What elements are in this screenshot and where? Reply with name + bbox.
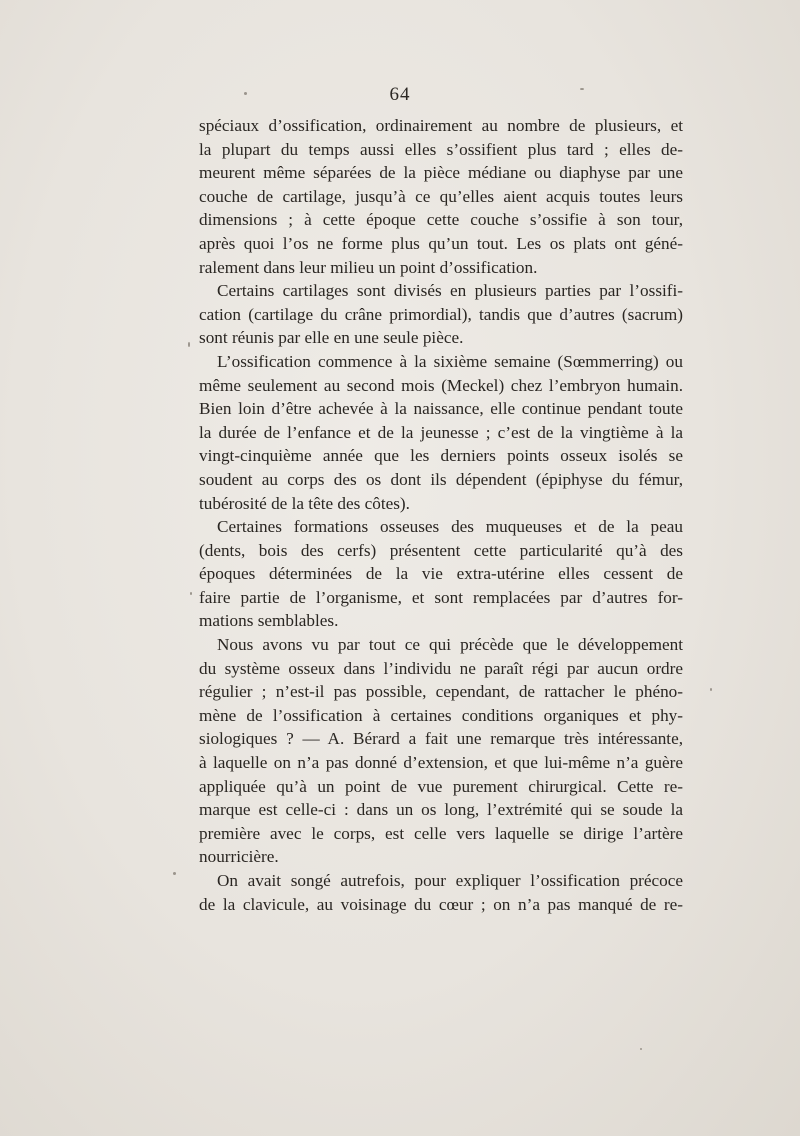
paper-speck xyxy=(580,88,584,90)
text-line: sont réunis par elle en une seule pièce. xyxy=(199,328,464,348)
text-line: mations semblables. xyxy=(199,611,339,631)
text-line: ralement dans leur milieu un point d’ossification. xyxy=(199,257,538,277)
paper-speck xyxy=(640,1048,642,1050)
paragraph xyxy=(199,350,683,515)
text-line: la durée de l’enfance et de la jeunesse ; c’est de la vingtième à la xyxy=(199,422,683,442)
text-line: siologiques ? — A. Bérard a fait une remarque très intéressante, xyxy=(199,729,683,749)
paragraph xyxy=(199,633,683,869)
text-line: On avait songé autrefois, pour expliquer l’ossification précoce xyxy=(217,871,683,890)
text-line: Certains cartilages sont divisés en plusieurs parties par l’ossifi- xyxy=(217,281,683,301)
text-line: à laquelle on n’a pas donné d’extension, et que lui-même n’a guère xyxy=(199,753,683,773)
text-line: nourricière. xyxy=(199,847,279,867)
text-line: meurent même séparées de la pièce médiane ou diaphyse par une xyxy=(199,163,683,183)
text-line: L’ossification commence à la sixième semaine (Sœmmerring) ou xyxy=(217,351,683,371)
text-line: de la clavicule, au voisinage du cœur ; on n’a pas manqué de re- xyxy=(199,894,683,914)
text-line: appliquée qu’à un point de vue purement chirurgical. Cette re- xyxy=(199,776,683,796)
text-line: couche de cartilage, jusqu’à ce qu’elles aient acquis toutes leurs xyxy=(199,186,683,206)
paragraph xyxy=(199,114,683,279)
text-line: du système osseux dans l’individu ne paraît régi par aucun ordre xyxy=(199,658,683,678)
text-line: dimensions ; à cette époque cette couche s’ossifie à son tour, xyxy=(199,210,683,230)
text-line: après quoi l’os ne forme plus qu’un tout. Les os plats ont géné- xyxy=(199,233,683,253)
text-line: cation (cartilage du crâne primordial), tandis que d’autres (sacrum) xyxy=(199,304,683,324)
text-line: marque est celle-ci : dans un os long, l’extrémité qui se soude la xyxy=(199,800,683,820)
text-line: régulier ; n’est-il pas possible, cependant, de rattacher le phéno- xyxy=(199,682,683,702)
text-line: Nous avons vu par tout ce qui précède que le développement xyxy=(217,635,683,655)
text-line: spéciaux d’ossification, ordinairement au nombre de plusieurs, et xyxy=(199,116,683,135)
paper-speck xyxy=(190,592,192,595)
paragraph xyxy=(199,279,683,350)
paper-speck xyxy=(188,342,190,347)
text-line: la plupart du temps aussi elles s’ossifient plus tard ; elles de- xyxy=(199,139,683,159)
text-line: première avec le corps, est celle vers laquelle se dirige l’artère xyxy=(199,823,683,843)
text-line: Bien loin d’être achevée à la naissance, elle continue pendant toute xyxy=(199,399,683,419)
text-line: époques déterminées de la vie extra-utérine elles cessent de xyxy=(199,564,683,584)
paragraph xyxy=(199,869,683,916)
text-line: mène de l’ossification à certaines conditions organiques et phy- xyxy=(199,705,683,725)
page-number: 64 xyxy=(389,84,411,105)
text-line: faire partie de l’organisme, et sont remplacées par d’autres for- xyxy=(199,587,683,607)
text-line: Certaines formations osseuses des muqueuses et de la peau xyxy=(217,517,683,537)
text-line: (dents, bois des cerfs) présentent cette particularité qu’à des xyxy=(199,540,683,560)
paragraph xyxy=(199,515,683,633)
paper-speck xyxy=(244,92,247,95)
text-line: tubérosité de la tête des côtes). xyxy=(199,493,410,513)
paper-speck xyxy=(173,872,176,875)
body-text xyxy=(199,114,683,916)
text-line: vingt-cinquième année que les derniers points osseux isolés se xyxy=(199,446,683,466)
paper-speck xyxy=(710,688,712,691)
text-line: soudent au corps des os dont ils dépendent (épiphyse du fémur, xyxy=(199,469,683,489)
text-line: même seulement au second mois (Meckel) chez l’embryon humain. xyxy=(199,375,683,395)
